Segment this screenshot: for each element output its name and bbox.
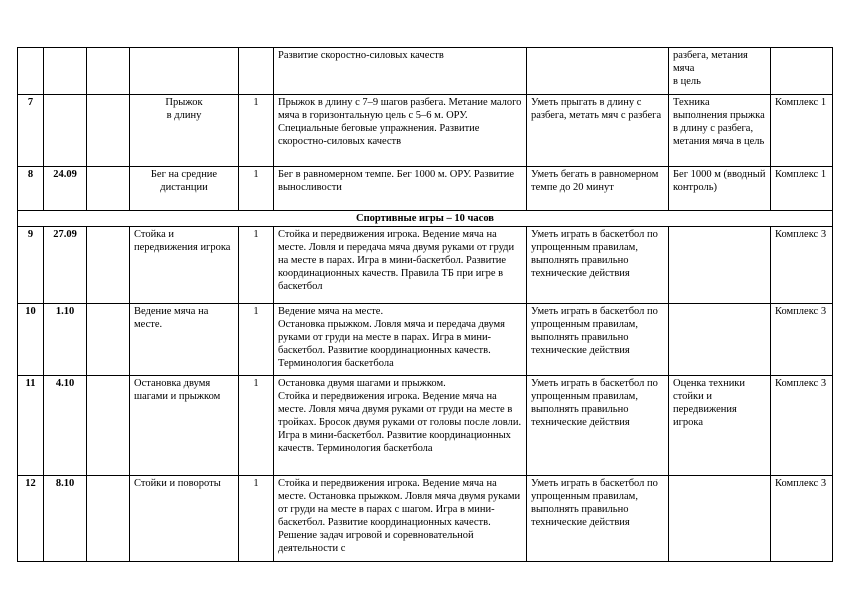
lesson-homework: Комплекс 3 [771, 227, 833, 304]
table-row [18, 227, 833, 304]
lesson-skills: Уметь прыгать в длину с разбега, метать мяч с разбега [527, 95, 669, 167]
lesson-date: 4.10 [44, 376, 87, 476]
lesson-number: 7 [18, 95, 44, 167]
table-row [18, 95, 833, 167]
lesson-homework: Комплекс 3 [771, 476, 833, 562]
lesson-control [669, 304, 771, 376]
lesson-content [274, 48, 527, 95]
lesson-content-text: Остановка двумя шагами и прыжком. Стойка и передвижения игрока. Ведение мяча на месте. Ловля мяча двумя руками от груди на месте в тройках. Бросок двумя руками от головы после ловли. Игра в мини-баскетбол. Развитие координационных качеств. Терминология баскетбола [278, 378, 522, 454]
lesson-plan-table [17, 47, 833, 562]
lesson-hours: 1 [239, 376, 274, 476]
lesson-date: 27.09 [44, 227, 87, 304]
lesson-hours: 1 [239, 95, 274, 167]
lesson-date: 1.10 [44, 304, 87, 376]
lesson-hours [239, 48, 274, 95]
lesson-homework: Комплекс 3 [771, 376, 833, 476]
lesson-skills: Уметь играть в баскетбол по упрощенным правилам, выполнять правильно технические действия [527, 227, 669, 304]
lesson-control [669, 227, 771, 304]
lesson-skills: Уметь играть в баскетбол по упрощенным правилам, выполнять правильно технические действия [527, 304, 669, 376]
lesson-content: Стойка и передвижения игрока. Ведение мяча на месте. Ловля и передача мяча двумя руками от груди на месте в парах. Игра в мини-баскетбол. Развитие координационных качеств. Правила ТБ при игре в баскетбол [274, 227, 527, 304]
lesson-hours: 1 [239, 227, 274, 304]
lesson-topic [130, 95, 239, 167]
lesson-date [44, 95, 87, 167]
lesson-content: Стойка и передвижения игрока. Ведение мяча на месте. Остановка прыжком. Ловля мяча двумя руками от груди на месте в парах с шагом. Игра в мини-баскетбол. Развитие координационных качеств. Решение задач игровой и соревновательной деятельности с [274, 476, 527, 562]
blank-cell [87, 476, 130, 562]
lesson-hours: 1 [239, 167, 274, 211]
lesson-date: 8.10 [44, 476, 87, 562]
lesson-control: Техника выполнения прыжка в длину с разбега, метания мяча в цель [669, 95, 771, 167]
table-row [18, 48, 833, 95]
lesson-number: 10 [18, 304, 44, 376]
lesson-homework: Комплекс 1 [771, 167, 833, 211]
lesson-content [274, 304, 527, 376]
table-row [18, 376, 833, 476]
lesson-content-text: Ведение мяча на месте. Остановка прыжком. Ловля мяча и передача двумя руками от груди на месте в парах. Игра в мини-баскетбол. Развитие координационных качеств. Терминология баскетбола [278, 306, 506, 369]
lesson-hours: 1 [239, 304, 274, 376]
lesson-skills: Уметь играть в баскетбол по упрощенным правилам, выполнять правильно технические действия [527, 376, 669, 476]
lesson-topic [130, 48, 239, 95]
lesson-homework [771, 48, 833, 95]
blank-cell [87, 227, 130, 304]
lesson-content: Прыжок в длину с 7–9 шагов разбега. Метание малого мяча в горизонтальную цель с 5–6 м. ОРУ. Специальные беговые упражнения. Развитие скоростно-силовых качеств [274, 95, 527, 167]
blank-cell [87, 167, 130, 211]
blank-cell [87, 376, 130, 476]
lesson-skills: Уметь играть в баскетбол по упрощенным правилам, выполнять правильно технические действия [527, 476, 669, 562]
lesson-skills: Уметь бегать в равномерном темпе до 20 минут [527, 167, 669, 211]
lesson-topic: Ведение мяча на месте. [130, 304, 239, 376]
lesson-date: 24.09 [44, 167, 87, 211]
table-row [18, 304, 833, 376]
lesson-number: 9 [18, 227, 44, 304]
lesson-control [669, 476, 771, 562]
blank-cell [87, 95, 130, 167]
lesson-number: 12 [18, 476, 44, 562]
lesson-date [44, 48, 87, 95]
table-row [18, 476, 833, 562]
lesson-topic: Остановка двумя шагами и прыжком [130, 376, 239, 476]
section-title: Спортивные игры – 10 часов [18, 211, 833, 227]
lesson-topic-text: Прыжок в длину [165, 97, 203, 121]
lesson-control-text: разбега, метания мяча в цель [673, 50, 748, 87]
lesson-control: Бег 1000 м (вводный контроль) [669, 167, 771, 211]
table-row [18, 167, 833, 211]
lesson-topic: Бег на средние дистанции [130, 167, 239, 211]
lesson-content [274, 376, 527, 476]
lesson-topic: Стойка и передвижения игрока [130, 227, 239, 304]
lesson-control: Оценка техники стойки и передвижения игрока [669, 376, 771, 476]
lesson-content: Бег в равномерном темпе. Бег 1000 м. ОРУ. Развитие выносливости [274, 167, 527, 211]
lesson-content-text: Развитие скоростно-силовых качеств [278, 50, 444, 61]
lesson-number: 8 [18, 167, 44, 211]
lesson-number: 11 [18, 376, 44, 476]
lesson-homework: Комплекс 3 [771, 304, 833, 376]
lesson-skills [527, 48, 669, 95]
section-row [18, 211, 833, 227]
lesson-number [18, 48, 44, 95]
blank-cell [87, 304, 130, 376]
lesson-topic: Стойки и повороты [130, 476, 239, 562]
lesson-hours: 1 [239, 476, 274, 562]
lesson-homework: Комплекс 1 [771, 95, 833, 167]
blank-cell [87, 48, 130, 95]
lesson-control [669, 48, 771, 95]
